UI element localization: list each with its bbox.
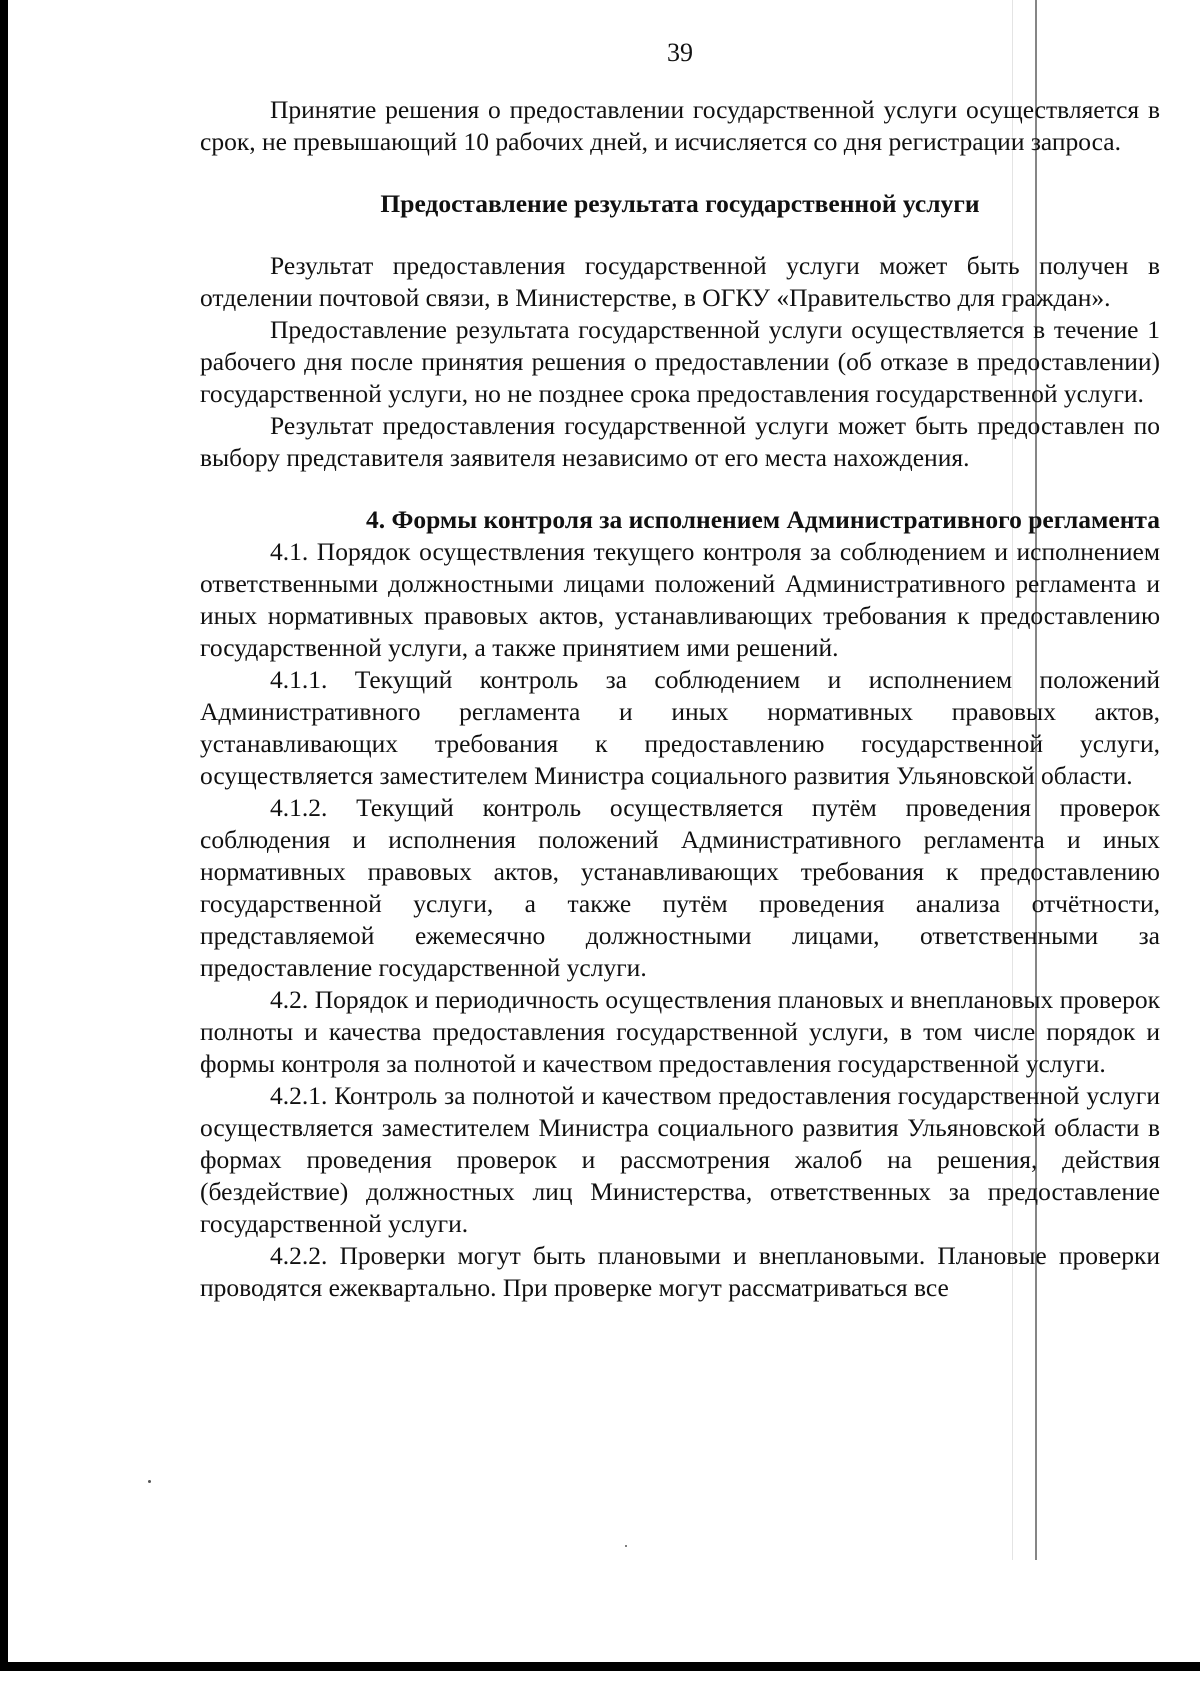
paragraph-decision-term: Принятие решения о предоставлении государственной услуги осуществляется в срок, не превышающий 10 рабочих дней, и исчисляется со дня регистрации запроса. bbox=[200, 95, 1160, 156]
scan-speck bbox=[148, 1480, 151, 1483]
paragraph-result-choice: Результат предоставления государственной услуги может быть предоставлен по выбору представителя заявителя независимо от его места нахождения. bbox=[200, 411, 1160, 472]
paragraph-result-timing: Предоставление результата государственной услуги осуществляется в течение 1 рабочего дня после принятия решения о предоставлении (об отказе в предоставлении) государственной услуги, но не позднее срока предоставления государственной услуги. bbox=[200, 315, 1160, 408]
heading-result-provision: Предоставление результата государственной услуги bbox=[380, 189, 980, 218]
scan-left-border bbox=[0, 0, 8, 1671]
paragraph-4-2-2: 4.2.2. Проверки могут быть плановыми и внеплановыми. Плановые проверки проводятся ежеквартально. При проверке могут рассматриваться все bbox=[200, 1241, 1160, 1302]
paragraph-4-2: 4.2. Порядок и периодичность осуществления плановых и внеплановых проверок полноты и качества предоставления государственной услуги, в том числе порядок и формы контроля за полнотой и качеством предоставления государственной услуги. bbox=[200, 985, 1160, 1078]
heading-section-4: 4. Формы контроля за исполнением Административного регламента bbox=[365, 505, 1160, 534]
paragraph-result-receipt: Результат предоставления государственной услуги может быть получен в отделении почтовой связи, в Министерстве, в ОГКУ «Правительство для граждан». bbox=[200, 251, 1160, 312]
paragraph-4-2-1: 4.2.1. Контроль за полнотой и качеством предоставления государственной услуги осуществляется заместителем Министра социального развития Ульяновской области в формах проведения проверок и рассмотрения жалоб на решения, действия (бездействие) должностных лиц Министерства, ответственных за предоставление государственной услуги. bbox=[200, 1081, 1160, 1238]
paragraph-4-1-2: 4.1.2. Текущий контроль осуществляется путём проведения проверок соблюдения и исполнения положений Административного регламента и иных нормативных правовых актов, устанавливающих требования к предоставлению государственной услуги, а также путём проведения анализа отчётности, представляемой ежемесячно должностными лицами, ответственными за предоставление государственной услуги. bbox=[200, 793, 1160, 982]
scan-bottom-border bbox=[0, 1662, 1200, 1671]
document-body bbox=[200, 94, 1160, 1304]
paragraph-4-1: 4.1. Порядок осуществления текущего контроля за соблюдением и исполнением ответственными должностными лицами положений Административного регламента и иных нормативных правовых актов, устанавливающих требования к предоставлению государственной услуги, а также принятием ими решений. bbox=[200, 537, 1160, 662]
page-number: 39 bbox=[667, 38, 693, 67]
paragraph-4-1-1: 4.1.1. Текущий контроль за соблюдением и исполнением положений Административного регламента и иных нормативных правовых актов, устанавливающих требования к предоставлению государственной услуги, осуществляется заместителем Министра социального развития Ульяновской области. bbox=[200, 665, 1160, 790]
scan-speck bbox=[625, 1545, 627, 1547]
